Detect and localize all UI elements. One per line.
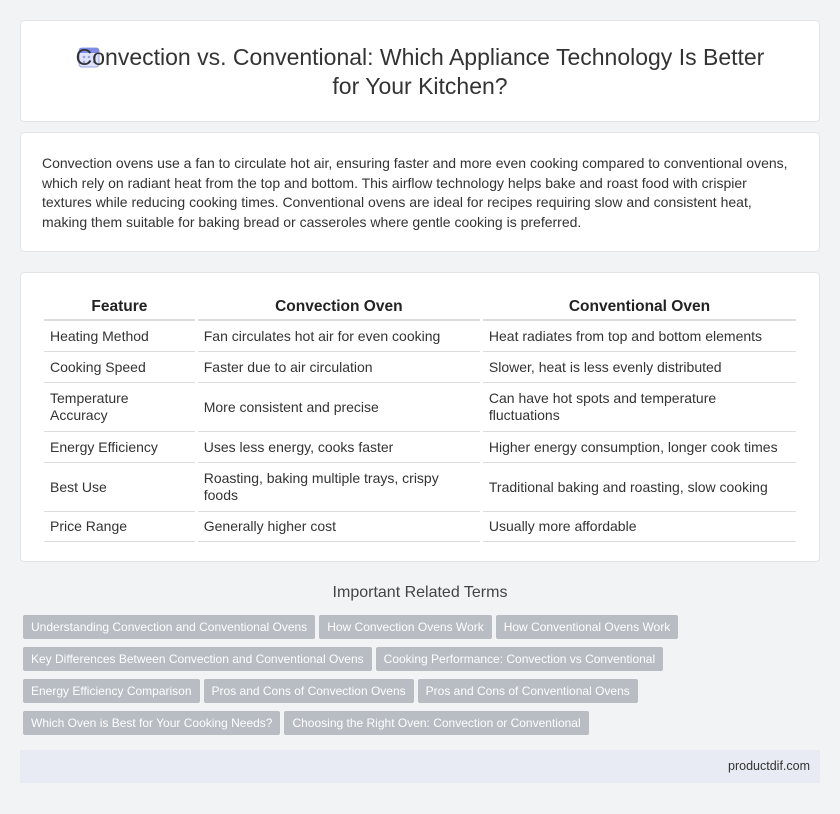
footer xyxy=(20,750,820,783)
header-card xyxy=(20,20,820,122)
related-term-tag[interactable]: Pros and Cons of Conventional Ovens xyxy=(418,679,638,703)
table-cell: Higher energy consumption, longer cook times xyxy=(483,431,796,462)
related-term-tag[interactable]: How Conventional Ovens Work xyxy=(496,615,679,639)
table-cell: Best Use xyxy=(44,462,195,511)
intro-card xyxy=(20,132,820,252)
table-cell: Traditional baking and roasting, slow cooking xyxy=(483,462,796,511)
table-cell: Heating Method xyxy=(44,320,195,351)
table-row xyxy=(44,320,796,351)
related-terms-heading: Important Related Terms xyxy=(332,584,508,601)
related-term-tag[interactable]: Which Oven is Best for Your Cooking Needs? xyxy=(23,711,280,735)
table-row xyxy=(44,382,796,431)
related-terms-list xyxy=(23,615,823,743)
table-header-row xyxy=(44,295,796,320)
related-term-tag[interactable]: Choosing the Right Oven: Convection or Conventional xyxy=(284,711,588,735)
table-row xyxy=(44,431,796,462)
comparison-card xyxy=(20,272,820,562)
footer-site-link[interactable]: productdif.com xyxy=(728,759,810,773)
table-cell: Cooking Speed xyxy=(44,351,195,382)
table-cell: Faster due to air circulation xyxy=(198,351,480,382)
table-cell: Roasting, baking multiple trays, crispy foods xyxy=(198,462,480,511)
table-cell: Heat radiates from top and bottom elements xyxy=(483,320,796,351)
table-cell: Temperature Accuracy xyxy=(44,382,195,431)
related-term-tag[interactable]: How Convection Ovens Work xyxy=(319,615,492,639)
table-row xyxy=(44,462,796,511)
column-header: Convection Oven xyxy=(198,295,480,320)
related-term-tag[interactable]: Understanding Convection and Conventional Ovens xyxy=(23,615,315,639)
column-header: Feature xyxy=(44,295,195,320)
table-row xyxy=(44,351,796,382)
related-term-tag[interactable]: Energy Efficiency Comparison xyxy=(23,679,200,703)
table-row xyxy=(44,511,796,542)
related-term-tag[interactable]: Pros and Cons of Convection Ovens xyxy=(204,679,414,703)
table-cell: More consistent and precise xyxy=(198,382,480,431)
intro-paragraph: Convection ovens use a fan to circulate hot air, ensuring faster and more even cooking compared to conventional ovens, which rely on radiant heat from the top and bottom. This airflow technology helps bake and roast food with crispier textures while reducing cooking times. Conventional ovens are ideal for recipes requiring slow and consistent heat, making them suitable for baking bread or casseroles where gentle cooking is preferred. xyxy=(42,155,788,230)
table-cell: Usually more affordable xyxy=(483,511,796,542)
table-cell: Uses less energy, cooks faster xyxy=(198,431,480,462)
table-cell: Fan circulates hot air for even cooking xyxy=(198,320,480,351)
related-term-tag[interactable]: Cooking Performance: Convection vs Conventional xyxy=(376,647,663,671)
table-cell: Energy Efficiency xyxy=(44,431,195,462)
table-cell: Slower, heat is less evenly distributed xyxy=(483,351,796,382)
related-term-tag[interactable]: Key Differences Between Convection and Conventional Ovens xyxy=(23,647,372,671)
column-header: Conventional Oven xyxy=(483,295,796,320)
page-title: Convection vs. Conventional: Which Appliance Technology Is Better for Your Kitchen? xyxy=(75,44,765,99)
table-cell: Can have hot spots and temperature fluctuations xyxy=(483,382,796,431)
table-cell: Price Range xyxy=(44,511,195,542)
table-cell: Generally higher cost xyxy=(198,511,480,542)
comparison-table xyxy=(41,295,799,542)
